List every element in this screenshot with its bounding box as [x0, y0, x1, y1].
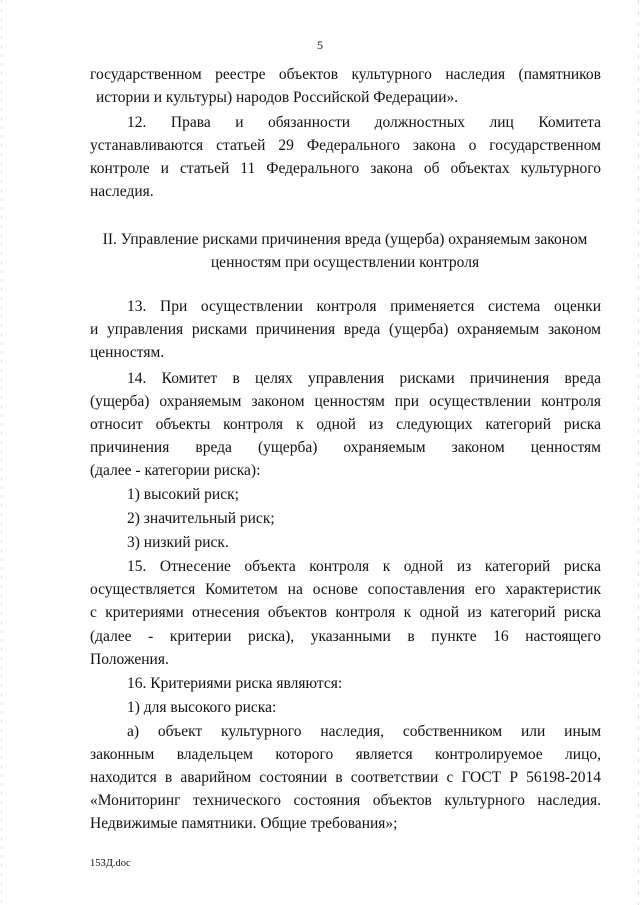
footer-filename: 153Д.doc — [90, 858, 131, 869]
list-item: 2) значительный риск; — [127, 510, 275, 527]
list-item: 1) высокий риск; — [127, 486, 239, 503]
text-line: государственном реестре объектов культурного наследия (памятников — [90, 66, 601, 83]
scan-edge-left — [1, 0, 2, 905]
text-line: Недвижимые памятники. Общие требования»; — [90, 815, 398, 832]
text-line: (далее - категории риска): — [90, 462, 261, 479]
text-line: «Мониторинг технического состояния объектов культурного наследия. — [90, 792, 601, 809]
list-item: 3) низкий риск. — [127, 534, 229, 551]
text-line: 16. Критериями риска являются: — [127, 675, 343, 692]
text-line: причинения вреда (ущерба) охраняемым законом ценностям — [90, 439, 601, 456]
text-line: осуществляется Комитетом на основе сопоставления его характеристик — [90, 581, 601, 598]
text-line: и управления рисками причинения вреда (ущерба) охраняемым законом — [90, 321, 601, 338]
text-line: а) объект культурного наследия, собственником или иным — [127, 723, 601, 740]
scan-edge-right — [638, 0, 639, 905]
text-line: (ущерба) охраняемым законом ценностям при осуществлении контроля — [90, 393, 601, 410]
section-heading: ценностям при осуществлении контроля — [210, 254, 480, 271]
text-line: Положения. — [90, 651, 169, 668]
text-line: находится в аварийном состоянии в соответствии с ГОСТ Р 56198-2014 — [90, 769, 601, 786]
text-line: наследия. — [90, 183, 154, 200]
text-line: относит объекты контроля к одной из следующих категорий риска — [90, 416, 601, 433]
text-line: с критериями отнесения объектов контроля к одной из категорий риска — [90, 604, 601, 621]
list-item: 1) для высокого риска: — [127, 699, 277, 716]
page-number: 5 — [317, 38, 323, 52]
text-line: 15. Отнесение объекта контроля к одной из категорий риска — [127, 558, 601, 575]
text-line: контроле и статьей 11 Федерального закона об объектах культурного — [90, 160, 601, 177]
text-line: 13. При осуществлении контроля применяется система оценки — [127, 298, 601, 315]
text-line: устанавливаются статьей 29 Федерального закона о государственном — [90, 137, 601, 154]
text-line: ценностям. — [90, 344, 165, 361]
text-line: истории и культуры) народов Российской Федерации». — [96, 89, 459, 106]
text-line: законным владельцем которого является контролируемое лицо, — [90, 746, 601, 763]
text-line: 12. Права и обязанности должностных лиц Комитета — [127, 114, 601, 131]
text-line: 14. Комитет в целях управления рисками причинения вреда — [127, 370, 601, 387]
text-line: (далее - критерии риска), указанными в пункте 16 настоящего — [90, 628, 601, 645]
section-heading: II. Управление рисками причинения вреда (ущерба) охраняемым законом — [102, 231, 588, 248]
